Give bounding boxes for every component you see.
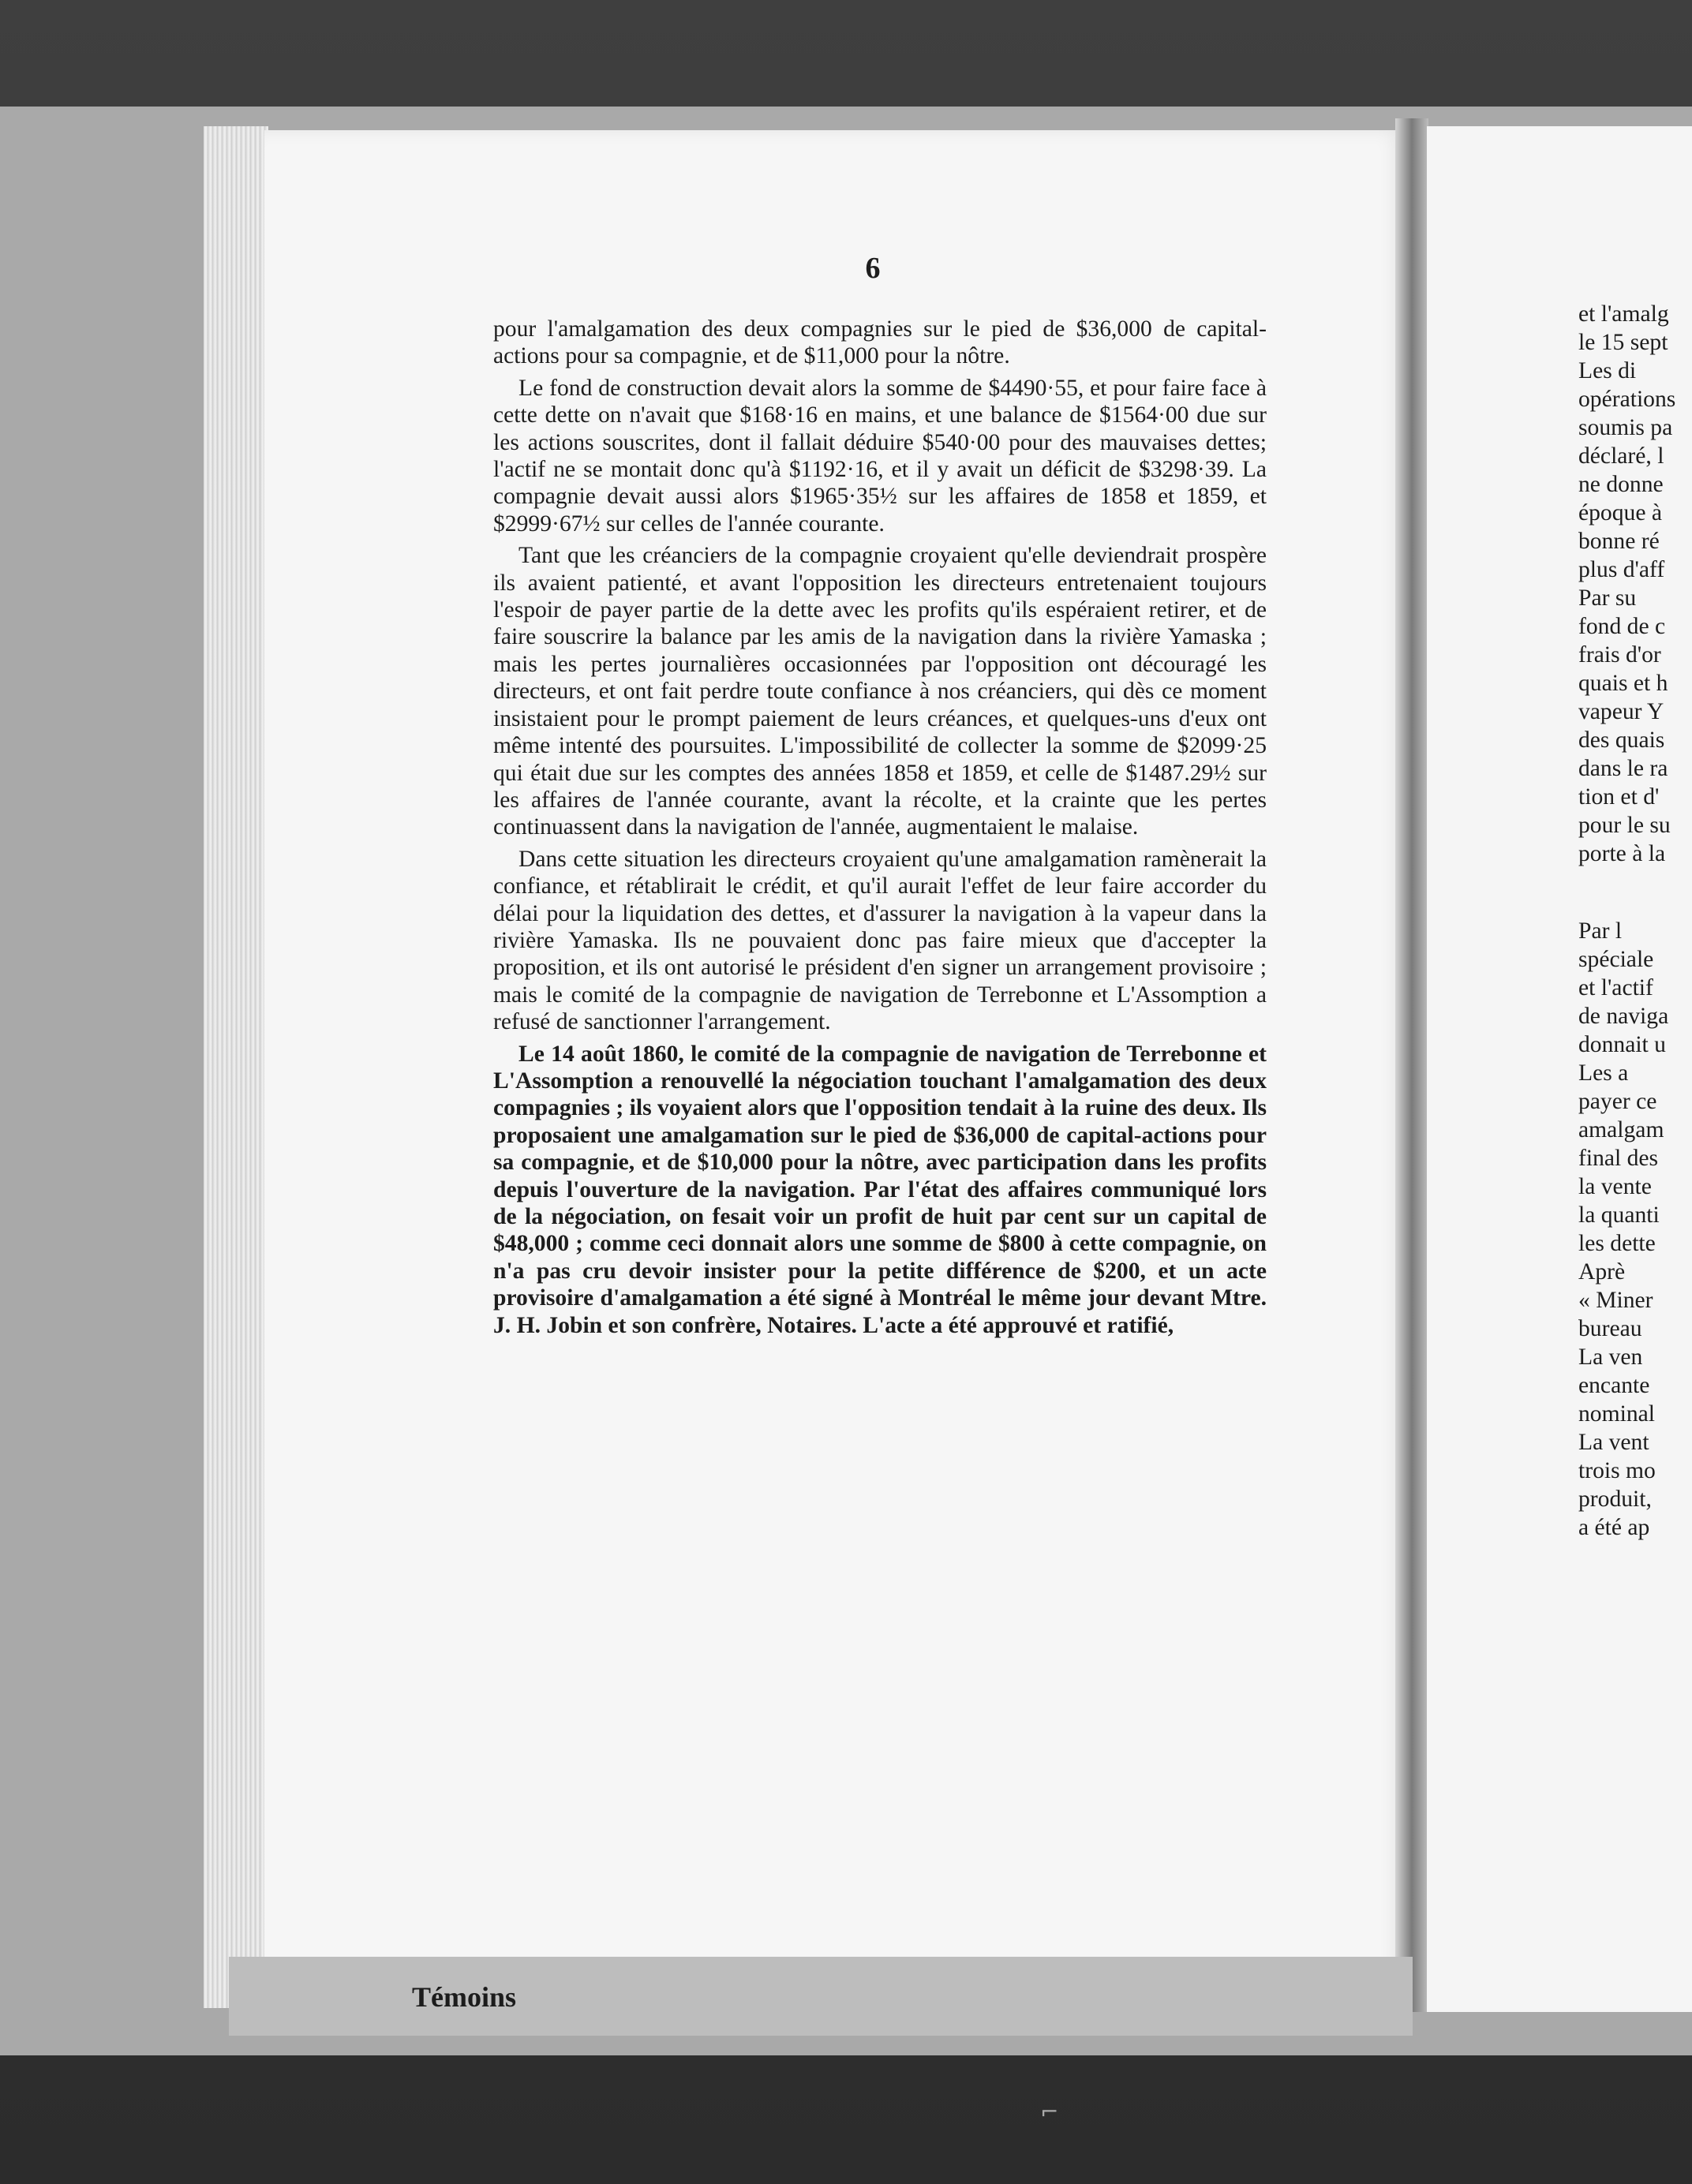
- right-page-line: la quanti: [1578, 1202, 1660, 1228]
- right-page-line: nominal: [1578, 1401, 1655, 1427]
- right-page-line: pour le su: [1578, 813, 1671, 838]
- right-page-line: spéciale: [1578, 947, 1654, 972]
- right-page-line: le 15 sept: [1578, 330, 1668, 355]
- right-page-line: bureau: [1578, 1316, 1642, 1341]
- right-page-line: porte à la: [1578, 841, 1666, 866]
- paragraph-1: pour l'amalgamation des deux compagnies sur le pied de $36,000 de capital-actions pour sa compagnie, et de $11,000 pour la nôtre.: [493, 316, 1267, 369]
- page-number: 6: [865, 252, 881, 285]
- right-page-line: dans le ra: [1578, 756, 1668, 781]
- right-page-line: plus d'aff: [1578, 557, 1665, 582]
- right-page-line: La ven: [1578, 1344, 1643, 1370]
- paragraph-3: Tant que les créanciers de la compagnie croyaient qu'elle deviendrait prospère ils avaient patienté, et avant l'opposition les directeurs entretenaient toujours l'espoir de payer partie de la dette avec les profits qu'ils espéraient retirer, et de faire souscrire la balance par les amis de la navigation dans la rivière Yamaska ; mais les pertes journalières occasionnées par l'opposition ont découragé les directeurs, et ont fait perdre toute confiance à nos créanciers, qui dès ce moment insistaient pour le prompt paiement de leurs créances, et quelques-uns d'eux ont même intenté des poursuites. L'impossibilité de collecter la somme de $2099·25 qui était due sur les comptes des années 1858 et 1859, et celle de $1487.29½ sur les affaires de l'année courante, avant la récolte, et la crainte que les pertes continuassent dans la navigation de l'année, augmentaient le malaise.: [493, 543, 1267, 840]
- right-page-line: frais d'or: [1578, 642, 1661, 668]
- right-page-line: « Miner: [1578, 1288, 1653, 1313]
- paragraph-2: Le fond de construction devait alors la somme de $4490·55, et pour faire face à cette dette on n'avait que $168·16 en mains, et une balance de $1564·00 due sur les actions souscrites, dont il fallait déduire $540·00 pour des mauvaises dettes; l'actif ne se montait donc qu'à $1192·16, et il y avait un déficit de $3298·39. La compagnie devait aussi alors $1965·35½ sur les affaires de 1858 et 1859, et $2999·67½ sur celles de l'année courante.: [493, 375, 1267, 537]
- right-page-line: Aprè: [1578, 1259, 1626, 1285]
- right-page-line: produit,: [1578, 1487, 1652, 1512]
- right-page-line: déclaré, l: [1578, 443, 1664, 469]
- right-page-line: encante: [1578, 1373, 1650, 1398]
- right-page-line: quais et h: [1578, 671, 1668, 696]
- underlying-page-word: Témoins: [412, 1981, 517, 2013]
- paragraph-5: Le 14 août 1860, le comité de la compagnie de navigation de Terrebonne et L'Assomption a renouvellé la négociation touchant l'amalgamation des deux compagnies ; ils voyaient alors que l'opposition tendait à la ruine des deux. Ils proposaient une amalgamation sur le pied de $36,000 de capital-actions pour sa compagnie, et de $10,000 pour la nôtre, avec participation dans les profits depuis l'ouverture de la navigation. Par l'état des affaires communiqué lors de la négociation, on fesait voir un profit de huit par cent sur un capital de $48,000 ; comme ceci donnait alors une somme de $800 à cette compagnie, on n'a pas cru devoir insister pour la petite différence de $200, et un acte provisoire d'amalgamation a été signé à Montréal le même jour devant Mtre. J. H. Jobin et son confrère, Notaires. L'acte a été approuvé et ratifié,: [493, 1041, 1267, 1338]
- right-page-line: époque à: [1578, 500, 1662, 525]
- right-page-line: payer ce: [1578, 1089, 1657, 1114]
- book-gutter: [1395, 118, 1428, 2012]
- right-page-line: ne donne: [1578, 472, 1664, 497]
- right-page-line: et l'actif: [1578, 975, 1653, 1000]
- right-page-line: Les a: [1578, 1060, 1629, 1086]
- underlying-page-strip: [229, 1957, 1413, 2036]
- right-page-line: a été ap: [1578, 1515, 1650, 1540]
- right-page-line: tion et d': [1578, 784, 1660, 810]
- right-page-line: fond de c: [1578, 614, 1666, 639]
- right-page-line: la vente: [1578, 1174, 1652, 1199]
- right-page-line: des quais: [1578, 727, 1665, 753]
- right-page-line: soumis pa: [1578, 415, 1673, 440]
- right-page-line: Par l: [1578, 918, 1623, 944]
- right-page-line: vapeur Y: [1578, 699, 1664, 724]
- right-page-line: La vent: [1578, 1430, 1649, 1455]
- right-page-line: donnait u: [1578, 1032, 1666, 1057]
- page-edges: [204, 126, 268, 2008]
- right-page-line: amalgam: [1578, 1117, 1664, 1142]
- right-page-line: bonne ré: [1578, 529, 1660, 554]
- right-page-line: et l'amalg: [1578, 301, 1669, 327]
- right-page-line: opérations: [1578, 387, 1676, 412]
- right-page-text: [1578, 300, 1692, 1542]
- right-page-line: de naviga: [1578, 1004, 1669, 1029]
- right-page-line: Par su: [1578, 585, 1637, 611]
- right-page-line: les dette: [1578, 1231, 1656, 1256]
- left-page-text: [493, 316, 1267, 1339]
- right-page-gap: [1578, 868, 1692, 917]
- scan-mark: ⌐: [1040, 2099, 1059, 2125]
- paragraph-4: Dans cette situation les directeurs croyaient qu'une amalgamation ramènerait la confiance, et rétablirait le crédit, et qu'il aurait l'effet de leur faire accorder du délai pour la liquidation des dettes, et d'assurer la navigation à la vapeur dans la rivière Yamaska. Ils ne pouvaient donc pas faire mieux que d'accepter la proposition, et ils ont autorisé le président d'en signer un arrangement provisoire ; mais le comité de la compagnie de navigation de Terrebonne et L'Assomption a refusé de sanctionner l'arrangement.: [493, 846, 1267, 1035]
- right-page-line: final des: [1578, 1146, 1659, 1171]
- right-page-line: Les di: [1578, 358, 1637, 383]
- right-page-line: trois mo: [1578, 1458, 1656, 1483]
